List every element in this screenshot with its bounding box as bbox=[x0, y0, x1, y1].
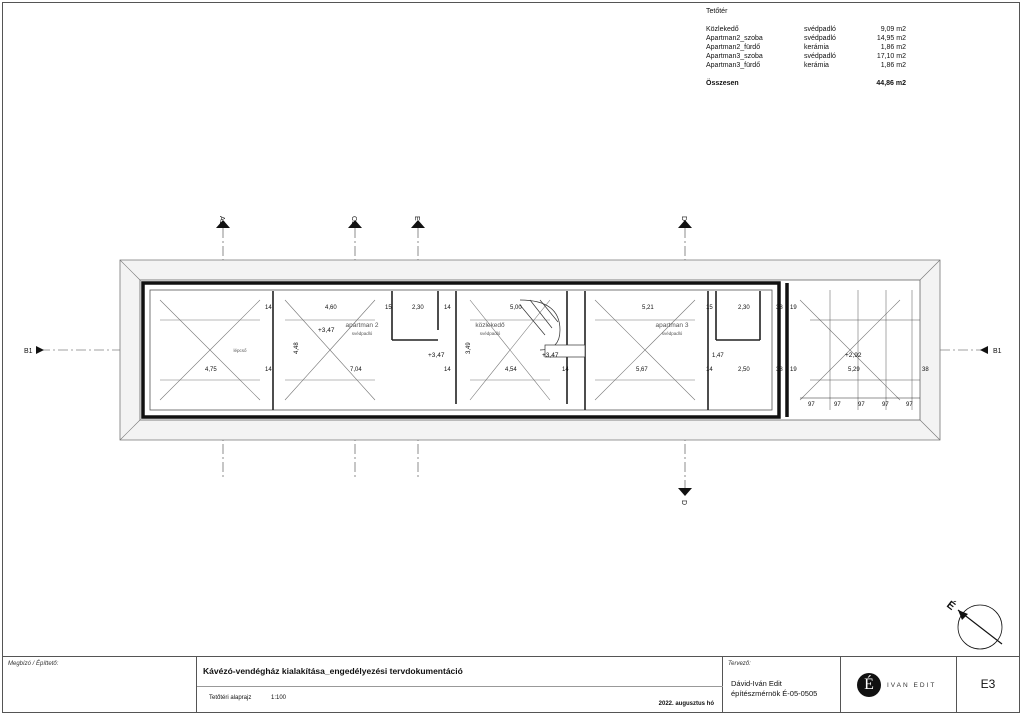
dimension-label: 2,30 bbox=[412, 305, 424, 311]
dimension-label: 5,67 bbox=[636, 367, 648, 373]
room-material: kerámia bbox=[804, 44, 829, 51]
dimension-label: 38 bbox=[922, 367, 929, 373]
dimension-label: 4,75 bbox=[205, 367, 217, 373]
room-area: 17,10 m2 bbox=[876, 53, 906, 60]
dimension-label: 14 bbox=[265, 367, 272, 373]
room-area: 1,86 m2 bbox=[880, 44, 906, 51]
room-label-apt3: apartman 3 bbox=[655, 322, 689, 329]
room-area: 9,09 m2 bbox=[880, 26, 906, 33]
level-mark: +3,47 bbox=[542, 352, 559, 359]
section-label-c1: C1 bbox=[350, 216, 357, 225]
sheet-number-cell bbox=[957, 657, 1019, 713]
room-floor-left: lépcső bbox=[233, 348, 247, 353]
north-label: É bbox=[944, 598, 958, 613]
project-title: Kávézó-vendégház kialakítása_engedélyezési tervdokumentáció bbox=[203, 666, 463, 676]
designer-registration: építészmérnök É-05-0505 bbox=[731, 689, 818, 698]
designer-cell bbox=[723, 657, 841, 713]
logo-icon: É bbox=[857, 673, 881, 697]
room-material: svédpadló bbox=[804, 35, 836, 42]
logo-text: IVAN EDIT bbox=[887, 682, 937, 689]
section-label-d-bottom: D bbox=[680, 500, 687, 506]
section-arrow-d-top bbox=[678, 220, 692, 228]
designer-label: Tervező: bbox=[728, 661, 751, 667]
dimension-label: 97 bbox=[858, 402, 865, 408]
total-label: Összesen bbox=[706, 80, 739, 87]
plan-date: 2022. augusztus hó bbox=[658, 701, 714, 707]
room-floor-apt3: svédpadló bbox=[661, 331, 683, 336]
dimension-label: 38 bbox=[776, 367, 783, 373]
dimension-label: 15 bbox=[385, 305, 392, 311]
dimension-label: 97 bbox=[882, 402, 889, 408]
room-name: Apartman2_fürdő bbox=[706, 44, 761, 51]
north-arrow bbox=[944, 598, 1002, 649]
dimension-label: 5,29 bbox=[848, 367, 860, 373]
room-name: Közlekedő bbox=[706, 26, 739, 33]
dimension-label: 19 bbox=[790, 367, 797, 373]
level-mark: +3,47 bbox=[428, 352, 445, 359]
section-label-e: E bbox=[413, 216, 420, 221]
dimension-label: 14 bbox=[562, 367, 569, 373]
dimension-label: 3,49 bbox=[466, 342, 472, 354]
client-label: Megbízó / Építtető: bbox=[8, 661, 59, 667]
dimension-label: 7,04 bbox=[350, 367, 362, 373]
sheet-number: E3 bbox=[980, 677, 996, 691]
section-label-b1-right: B1 bbox=[993, 348, 1002, 355]
dimension-label: 19 bbox=[790, 305, 797, 311]
room-floor-corridor: svédpadló bbox=[479, 331, 501, 336]
section-label-d-top: D bbox=[680, 216, 687, 222]
total-value: 44,86 m2 bbox=[876, 80, 906, 87]
section-arrow-e bbox=[411, 220, 425, 228]
logo-cell bbox=[841, 657, 957, 713]
dimension-label: 2,50 bbox=[738, 367, 750, 373]
room-area: 1,86 m2 bbox=[880, 62, 906, 69]
plan-name: Tetőtéri alaprajz bbox=[209, 695, 252, 701]
room-label-corridor: közlekedő bbox=[475, 322, 505, 329]
dimension-label: 5,00 bbox=[510, 305, 522, 311]
room-material: svédpadló bbox=[804, 53, 836, 60]
plan-scale: 1:100 bbox=[271, 695, 287, 701]
dimension-label: 97 bbox=[906, 402, 913, 408]
area-table-title: Tetőtér bbox=[706, 8, 728, 15]
title-block bbox=[3, 656, 1019, 713]
project-cell bbox=[197, 657, 723, 713]
room-label-apt2: apartman 2 bbox=[345, 322, 379, 329]
room-area: 14,95 m2 bbox=[876, 35, 906, 42]
section-arrow-b1-right bbox=[980, 346, 988, 354]
dimension-label: 14 bbox=[706, 367, 713, 373]
level-mark: +2,92 bbox=[845, 352, 862, 359]
dimension-label: 1,47 bbox=[712, 353, 724, 359]
dimension-label: 15 bbox=[706, 305, 713, 311]
room-material: svédpadló bbox=[804, 26, 836, 33]
dimension-label: 2,30 bbox=[738, 305, 750, 311]
section-label-b1-left: B1 bbox=[24, 348, 33, 355]
room-floor-apt2: svédpadló bbox=[351, 331, 373, 336]
dimension-label: 4,48 bbox=[294, 342, 300, 354]
section-arrow-b1-left bbox=[36, 346, 44, 354]
project-divider bbox=[197, 686, 723, 687]
dimension-label: 14 bbox=[265, 305, 272, 311]
dimension-label: 14 bbox=[444, 367, 451, 373]
room-name: Apartman3_szoba bbox=[706, 53, 763, 60]
section-label-a1: A1 bbox=[218, 216, 225, 225]
designer-name: Dávid-Iván Edit bbox=[731, 679, 782, 688]
section-arrow-d-bottom bbox=[678, 488, 692, 496]
level-mark: +3,47 bbox=[318, 327, 335, 334]
room-name: Apartman2_szoba bbox=[706, 35, 763, 42]
dimension-label: 4,60 bbox=[325, 305, 337, 311]
client-cell bbox=[3, 657, 197, 713]
room-name: Apartman3_fürdő bbox=[706, 62, 761, 69]
dimension-label: 97 bbox=[808, 402, 815, 408]
dimension-label: 5,21 bbox=[642, 305, 654, 311]
dimension-label: 38 bbox=[776, 305, 783, 311]
room-material: kerámia bbox=[804, 62, 829, 69]
dimension-label: 4,54 bbox=[505, 367, 517, 373]
dimension-label: 97 bbox=[834, 402, 841, 408]
dimension-label: 14 bbox=[444, 305, 451, 311]
